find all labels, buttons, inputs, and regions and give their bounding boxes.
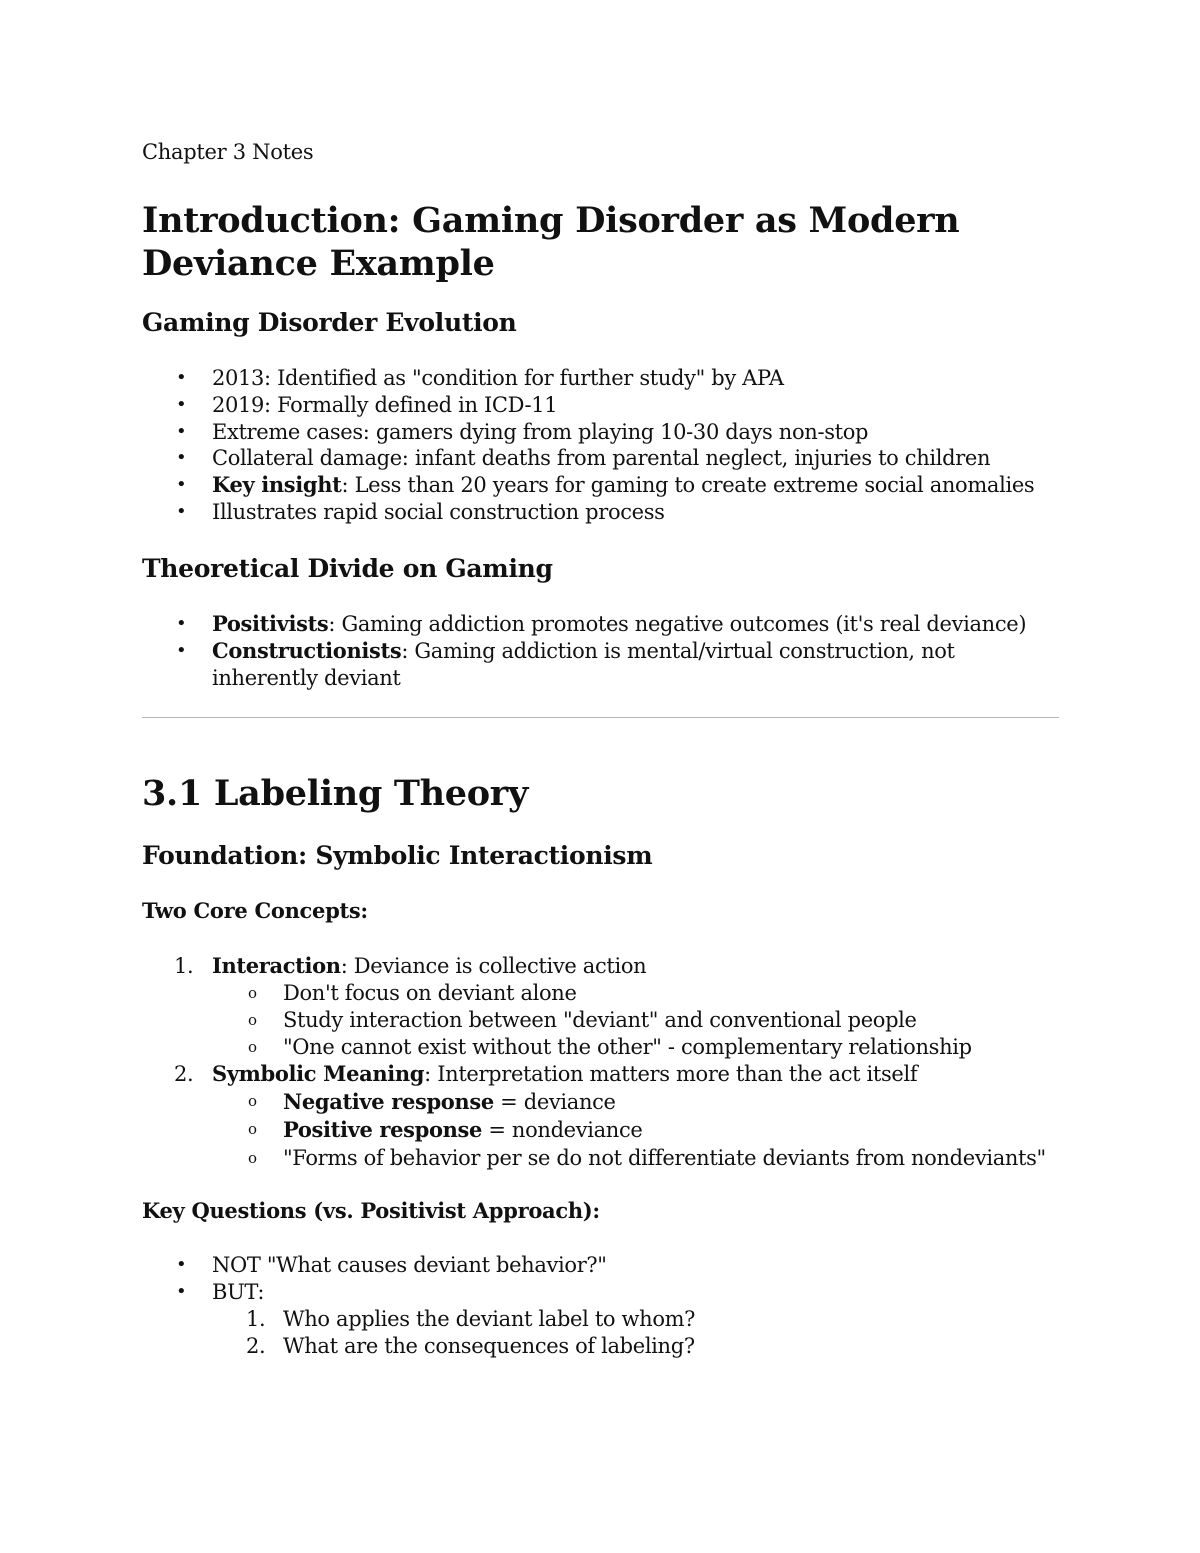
list-item: [142, 638, 1060, 692]
list-item: [142, 419, 1060, 446]
list-item: [142, 1061, 1060, 1088]
list-item-text: = deviance: [493, 1090, 616, 1115]
list-item-term: Constructionists: [212, 637, 402, 663]
bullet-icon: •: [176, 393, 187, 415]
circle-bullet-icon: o: [248, 1038, 257, 1057]
bullet-icon: •: [176, 367, 187, 388]
key-questions-heading: Key Questions (vs. Positivist Approach):: [142, 1198, 600, 1223]
bullet-icon: •: [176, 613, 187, 634]
sub-list-item: [142, 1306, 1060, 1333]
list-item-text: : Less than 20 years for gaming to create extreme social anomalies: [341, 473, 1035, 498]
list-item: [142, 392, 1060, 419]
list-item-text: 2013: Identified as "condition for further study" by APA: [212, 366, 784, 390]
list-item: [142, 445, 1060, 472]
list-number: 2.: [174, 1062, 194, 1087]
theoretical-divide-list: [142, 611, 1060, 691]
bullet-icon: •: [176, 1280, 187, 1302]
sub-list-item: [142, 1034, 1060, 1061]
gaming-evolution-list: [142, 365, 1060, 526]
bullet-icon: •: [176, 447, 187, 469]
core-concepts-heading: Two Core Concepts:: [142, 898, 368, 923]
bullet-icon: •: [176, 474, 187, 496]
core-concepts-list: [142, 953, 1060, 1172]
list-item-text: What are the consequences of labeling?: [283, 1333, 695, 1358]
list-item-text: : Gaming addiction promotes negative outcomes (it's real deviance): [328, 612, 1027, 636]
list-item-text: = nondeviance: [482, 1118, 643, 1143]
foundation-heading: Foundation: Symbolic Interactionism: [142, 841, 653, 870]
list-item-text: BUT:: [212, 1279, 265, 1304]
section-3-1-title: 3.1 Labeling Theory: [142, 773, 528, 814]
list-item: [142, 611, 1060, 638]
sub-list-item: [142, 1333, 1060, 1360]
list-item-text: "One cannot exist without the other" - complementary relationship: [283, 1035, 972, 1060]
circle-bullet-icon: o: [248, 1011, 257, 1029]
list-item-term: Symbolic Meaning: [212, 1061, 425, 1087]
bullet-icon: •: [176, 639, 187, 661]
list-item: [142, 499, 1060, 526]
list-item-text: Who applies the deviant label to whom?: [283, 1306, 696, 1331]
circle-bullet-icon: o: [248, 1120, 257, 1139]
list-item-text: Collateral damage: infant deaths from parental neglect, injuries to children: [212, 446, 991, 471]
bullet-icon: •: [176, 500, 187, 522]
list-item-term: Positive response: [283, 1117, 483, 1143]
theoretical-divide-heading: Theoretical Divide on Gaming: [142, 554, 553, 583]
sub-list-item: [142, 1088, 1060, 1116]
list-item-term: Negative response: [283, 1089, 494, 1115]
document-label: Chapter 3 Notes: [142, 140, 314, 164]
list-number: 2.: [246, 1333, 266, 1358]
list-item-text: NOT "What causes deviant behavior?": [212, 1253, 607, 1277]
list-number: 1.: [174, 954, 194, 978]
list-item: [142, 953, 1060, 980]
list-item-term: Key insight: [212, 472, 342, 498]
circle-bullet-icon: o: [248, 983, 257, 1002]
sub-list-item: [142, 1116, 1060, 1144]
circle-bullet-icon: o: [248, 1092, 257, 1111]
circle-bullet-icon: o: [248, 1148, 257, 1167]
key-questions-list: [142, 1252, 1060, 1360]
bullet-icon: •: [176, 1254, 187, 1275]
list-item-text: Study interaction between "deviant" and conventional people: [283, 1008, 917, 1032]
list-item-text: : Gaming addiction is mental/virtual construction, not inherently deviant: [212, 638, 955, 690]
intro-title: Introduction: Gaming Disorder as Modern Deviance Example: [142, 200, 960, 284]
list-item-text: 2019: Formally defined in ICD-11: [212, 392, 558, 417]
list-item: [142, 472, 1060, 499]
bullet-icon: •: [176, 420, 187, 442]
list-item: [142, 365, 1060, 392]
list-item-text: Don't focus on deviant alone: [283, 980, 577, 1005]
sub-list-item: [142, 1145, 1060, 1172]
list-item-text: : Deviance is collective action: [340, 954, 647, 978]
list-item-term: Interaction: [212, 953, 341, 978]
list-item-text: "Forms of behavior per se do not differentiate deviants from nondeviants": [283, 1145, 1046, 1170]
list-item: [142, 1279, 1060, 1306]
section-divider: [142, 717, 1059, 718]
sub-list-item: [142, 1007, 1060, 1034]
gaming-evolution-heading: Gaming Disorder Evolution: [142, 308, 517, 337]
list-number: 1.: [246, 1306, 266, 1331]
list-item: [142, 1252, 1060, 1279]
sub-list-item: [142, 980, 1060, 1007]
list-item-text: Extreme cases: gamers dying from playing 10-30 days non-stop: [212, 419, 869, 444]
list-item-term: Positivists: [212, 611, 329, 636]
list-item-text: Illustrates rapid social construction process: [212, 499, 665, 524]
list-item-text: : Interpretation matters more than the act itself: [424, 1062, 918, 1087]
